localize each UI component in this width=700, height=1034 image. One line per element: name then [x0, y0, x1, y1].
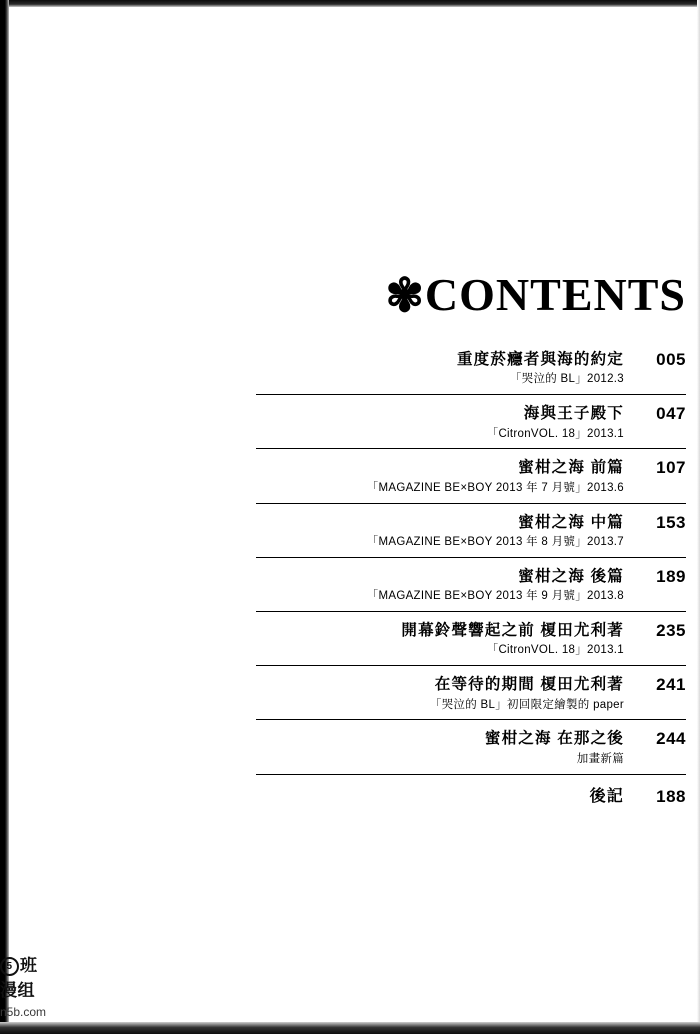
- toc-entry[interactable]: [256, 557, 686, 611]
- toc-entry-page: 241: [656, 675, 686, 695]
- toc-entry-afterword[interactable]: [256, 774, 686, 814]
- toc-entry-title: 開幕鈴聲響起之前 榎田尤利著: [401, 621, 624, 639]
- toc-entry-row: [256, 787, 686, 807]
- toc-entry-title: 在等待的期間 榎田尤利著: [434, 676, 624, 694]
- toc-entry-title: 蜜柑之海 在那之後: [484, 730, 624, 748]
- watermark-badge-icon: 5: [0, 957, 19, 976]
- toc-entry-title: 後記: [589, 787, 624, 805]
- toc-entry-row: [256, 404, 686, 424]
- toc-entry-row: [256, 675, 686, 695]
- scan-edge-bottom: [0, 1022, 700, 1034]
- toc-entry[interactable]: [256, 503, 686, 557]
- table-of-contents: [256, 269, 686, 814]
- toc-entry-row: [256, 458, 686, 478]
- toc-entry-page: 188: [656, 786, 686, 806]
- toc-entry[interactable]: [256, 665, 686, 719]
- toc-entry-row: [256, 729, 686, 749]
- watermark-line-1: [0, 954, 120, 979]
- toc-entry-subtitle: 「哭泣的 BL」初回限定繪製的 paper: [429, 698, 624, 711]
- toc-entry[interactable]: [256, 611, 686, 665]
- toc-entry[interactable]: [256, 394, 686, 448]
- toc-entry[interactable]: [256, 719, 686, 773]
- scanlation-watermark: [0, 954, 120, 1021]
- toc-entry-page: 189: [656, 566, 686, 586]
- toc-entry[interactable]: [256, 341, 686, 394]
- toc-entry-subtitle: 「CitronVOL. 18」2013.1: [486, 427, 624, 440]
- toc-entry-page: 244: [656, 729, 686, 749]
- toc-entry-title: 重度菸癮者與海的約定: [456, 351, 624, 368]
- toc-entry-page: 107: [656, 458, 686, 478]
- toc-entry-subtitle: 「CitronVOL. 18」2013.1: [486, 644, 624, 657]
- toc-entry[interactable]: [256, 448, 686, 502]
- toc-entry-title: 海與王子殿下: [523, 405, 624, 423]
- toc-list: [256, 341, 686, 814]
- toc-entry-title: 蜜柑之海 中篇: [518, 513, 624, 531]
- toc-entry-row: [256, 513, 686, 533]
- toc-entry-row: [256, 621, 686, 641]
- toc-entry-subtitle: 加畫新篇: [576, 752, 624, 765]
- toc-entry-title: 蜜柑之海 後篇: [518, 567, 624, 585]
- flower-ornament-icon: ✾: [385, 270, 425, 321]
- toc-entry-page: 005: [656, 350, 686, 369]
- watermark-url: n5b.com: [0, 1004, 47, 1019]
- toc-entry-subtitle: 「MAGAZINE BE×BOY 2013 年 7 月號」2013.6: [366, 481, 624, 494]
- toc-entry-page: 047: [656, 404, 686, 424]
- page-title-text: CONTENTS: [424, 269, 686, 320]
- watermark-text-1: 班: [20, 956, 38, 976]
- watermark-line-2: 漫组: [0, 980, 35, 1000]
- page-title: [256, 269, 686, 321]
- toc-entry-subtitle: 「MAGAZINE BE×BOY 2013 年 8 月號」2013.7: [366, 535, 624, 548]
- toc-entry-subtitle: 「MAGAZINE BE×BOY 2013 年 9 月號」2013.8: [366, 590, 624, 603]
- toc-entry-subtitle: 「哭泣的 BL」2012.3: [509, 373, 624, 386]
- scan-edge-top: [0, 0, 700, 7]
- toc-entry-row: [256, 567, 686, 587]
- toc-entry-page: 153: [656, 512, 686, 532]
- toc-entry-page: 235: [656, 620, 686, 640]
- scan-edge-left: [0, 0, 9, 1034]
- toc-entry-title: 蜜柑之海 前篇: [518, 459, 624, 477]
- toc-entry-row: [256, 350, 686, 370]
